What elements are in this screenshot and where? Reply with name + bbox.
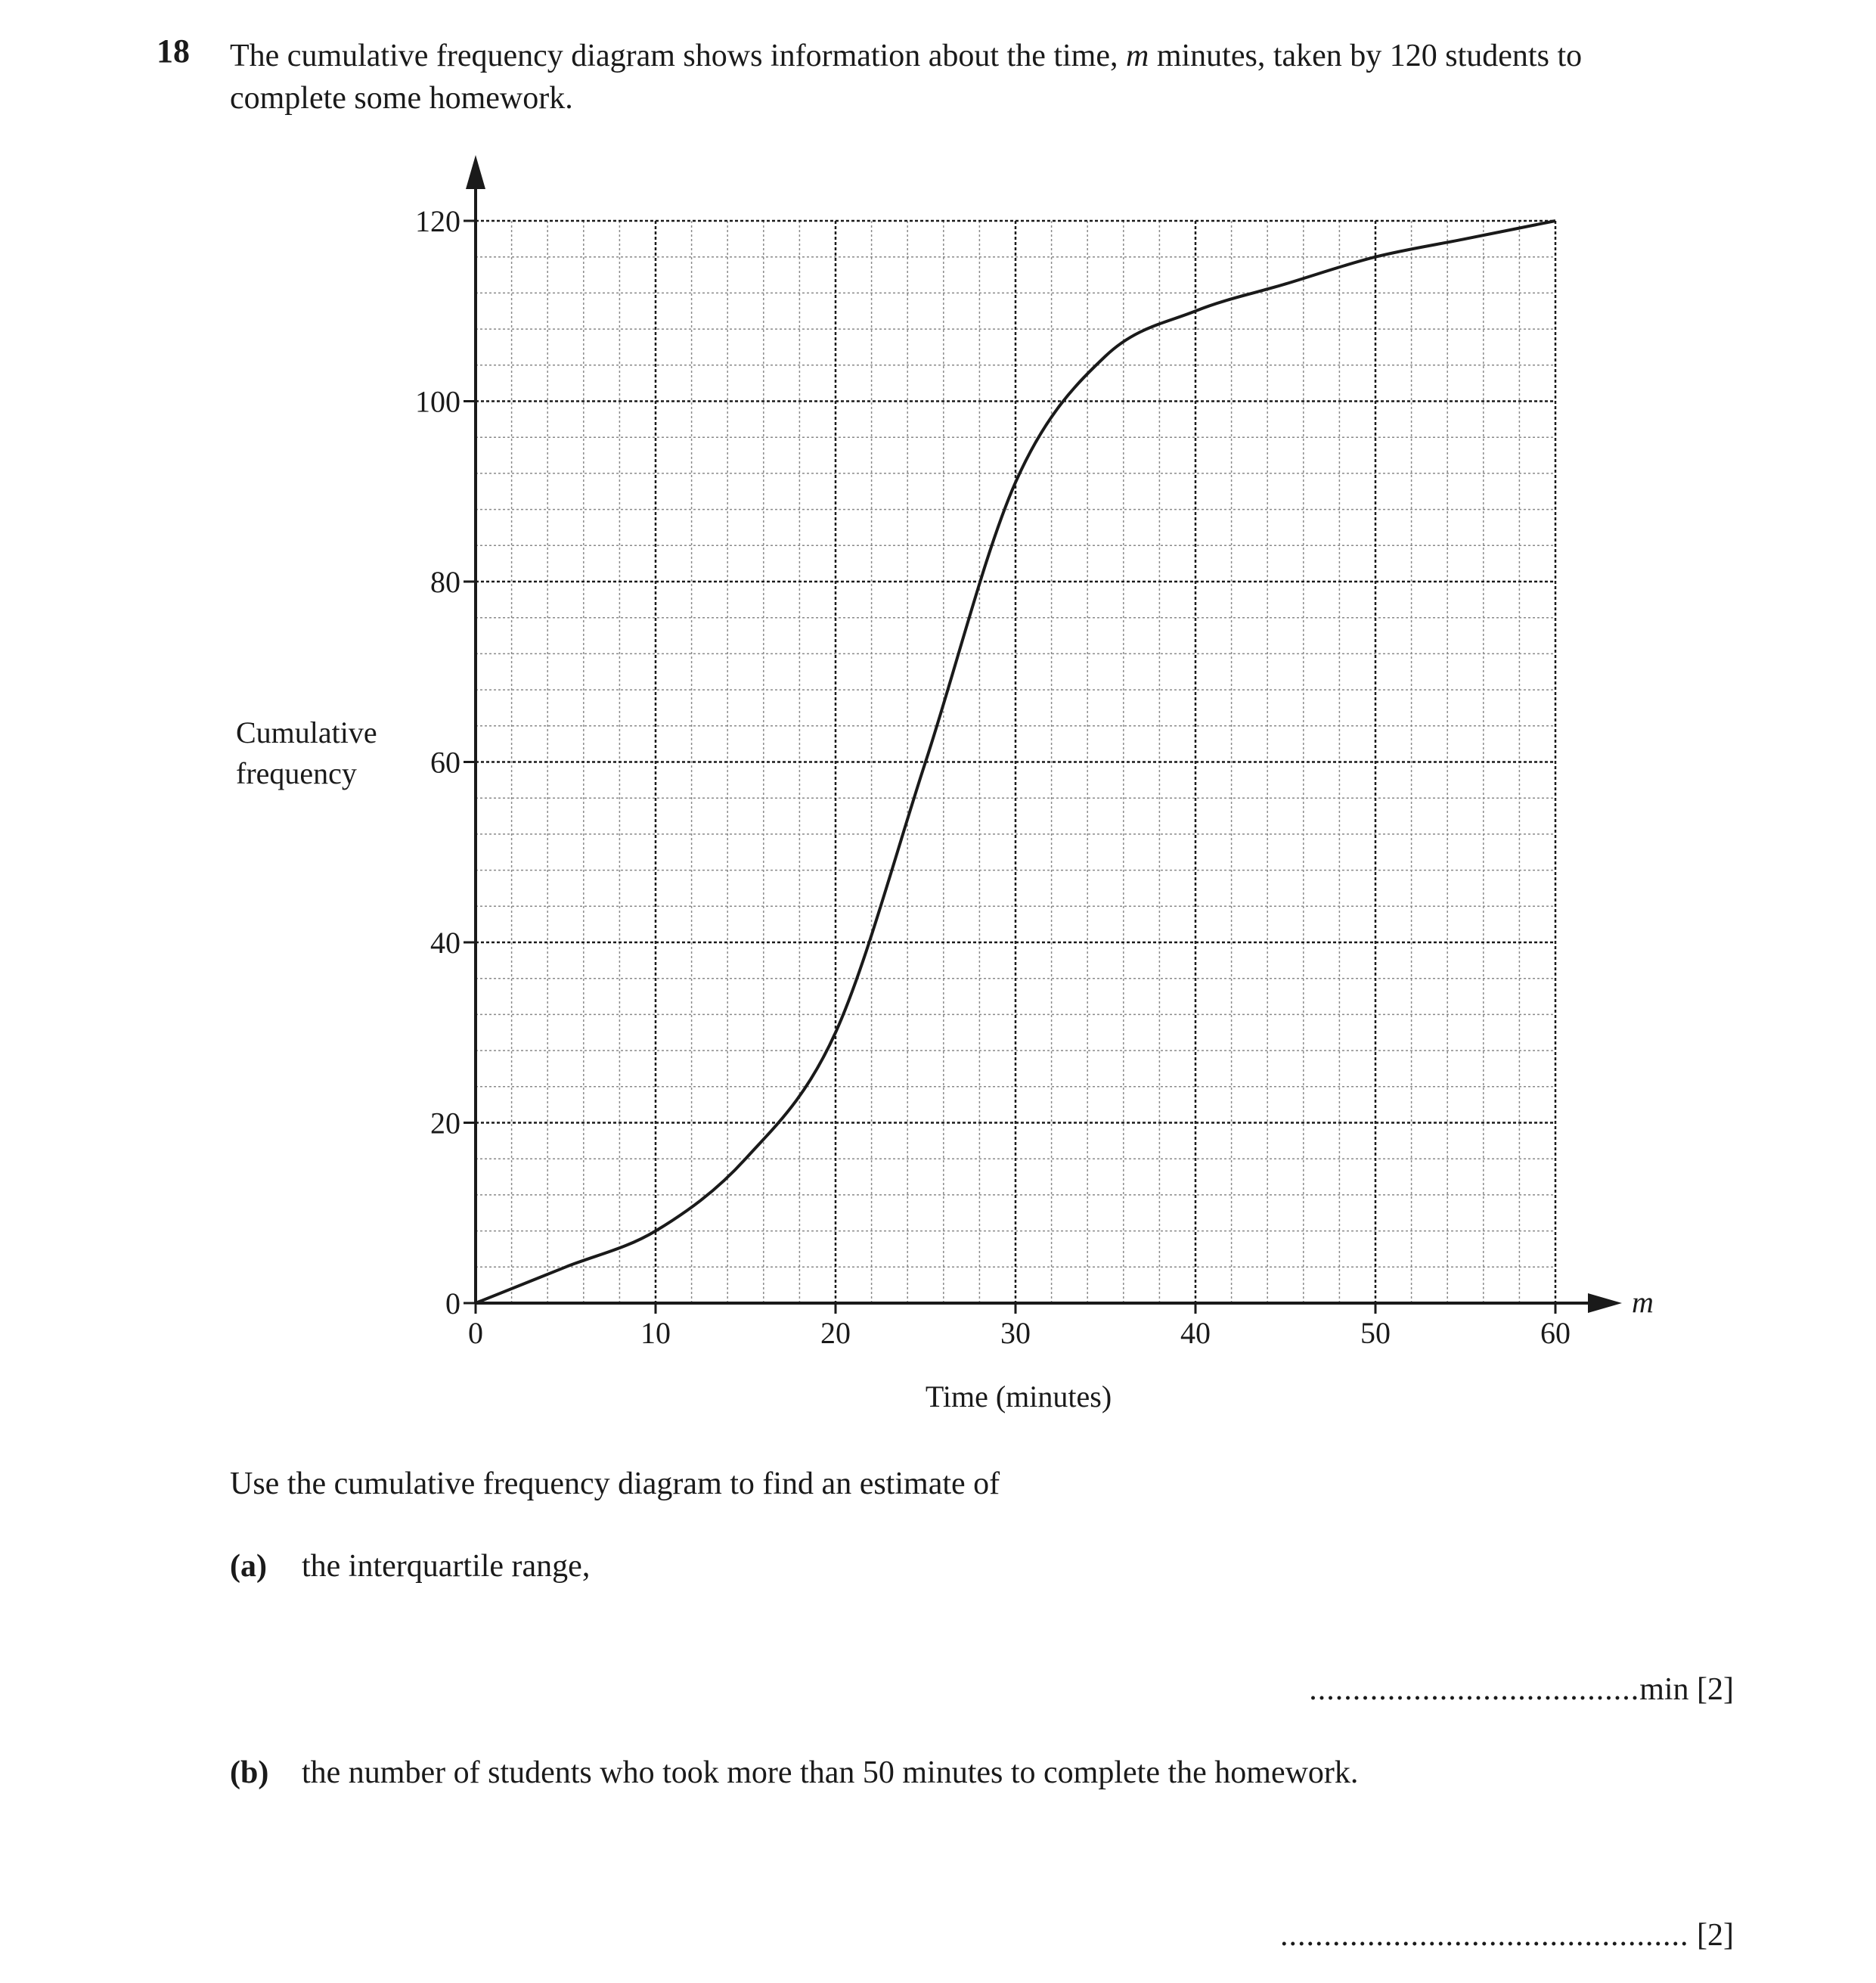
y-tick-label: 20 <box>430 1106 460 1140</box>
y-tick-label: 0 <box>445 1286 460 1320</box>
x-axis-symbol: m <box>1632 1285 1654 1319</box>
x-tick-label: 60 <box>1540 1316 1571 1350</box>
y-axis-title-line-2: frequency <box>236 756 357 790</box>
part-b-text: the number of students who took more than 50 minutes to complete the homework. <box>302 1755 1359 1790</box>
x-tick-label: 20 <box>820 1316 851 1350</box>
x-axis-title: Time (minutes) <box>925 1379 1112 1414</box>
axis-ticks <box>464 221 1555 1314</box>
part-a-unit-marks: min [2] <box>1639 1672 1734 1707</box>
x-tick-label: 30 <box>1000 1316 1031 1350</box>
y-tick-label: 60 <box>430 745 460 780</box>
x-axis-arrowhead <box>1588 1293 1622 1313</box>
prompt-intro: Use the cumulative frequency diagram to find an estimate of <box>230 1466 1000 1501</box>
stem-text-before: The cumulative frequency diagram shows information about the time, <box>230 39 1126 73</box>
grid-major-lines <box>476 221 1555 1303</box>
x-tick-label: 0 <box>468 1316 483 1350</box>
y-axis-title-line-1: Cumulative <box>236 715 377 749</box>
y-tick-label: 40 <box>430 926 460 960</box>
y-axis-arrowhead <box>466 155 485 189</box>
y-tick-label: 80 <box>430 565 460 599</box>
x-tick-label: 50 <box>1360 1316 1391 1350</box>
axis-tick-labels <box>415 204 1571 1350</box>
question-stem-line-2: complete some homework. <box>230 81 573 116</box>
stem-text-after: minutes, taken by 120 students to <box>1149 39 1583 73</box>
stem-variable: m <box>1125 39 1149 73</box>
part-b-label: (b) <box>230 1755 269 1790</box>
y-tick-label: 100 <box>415 384 460 419</box>
part-b-answer-dots[interactable]: ............................................... <box>1280 1918 1689 1953</box>
y-tick-label: 120 <box>415 204 460 238</box>
x-tick-label: 10 <box>640 1316 671 1350</box>
part-b-marks: [2] <box>1688 1918 1734 1953</box>
part-a-label: (a) <box>230 1549 267 1584</box>
part-a-answer-dots[interactable]: ...................................... <box>1309 1672 1640 1707</box>
question-number: 18 <box>157 33 190 70</box>
part-b-answer-line[interactable] <box>1280 1917 1734 1954</box>
part-a-answer-line[interactable] <box>1309 1671 1734 1708</box>
part-a-text: the interquartile range, <box>302 1549 591 1584</box>
x-tick-label: 40 <box>1180 1316 1211 1350</box>
